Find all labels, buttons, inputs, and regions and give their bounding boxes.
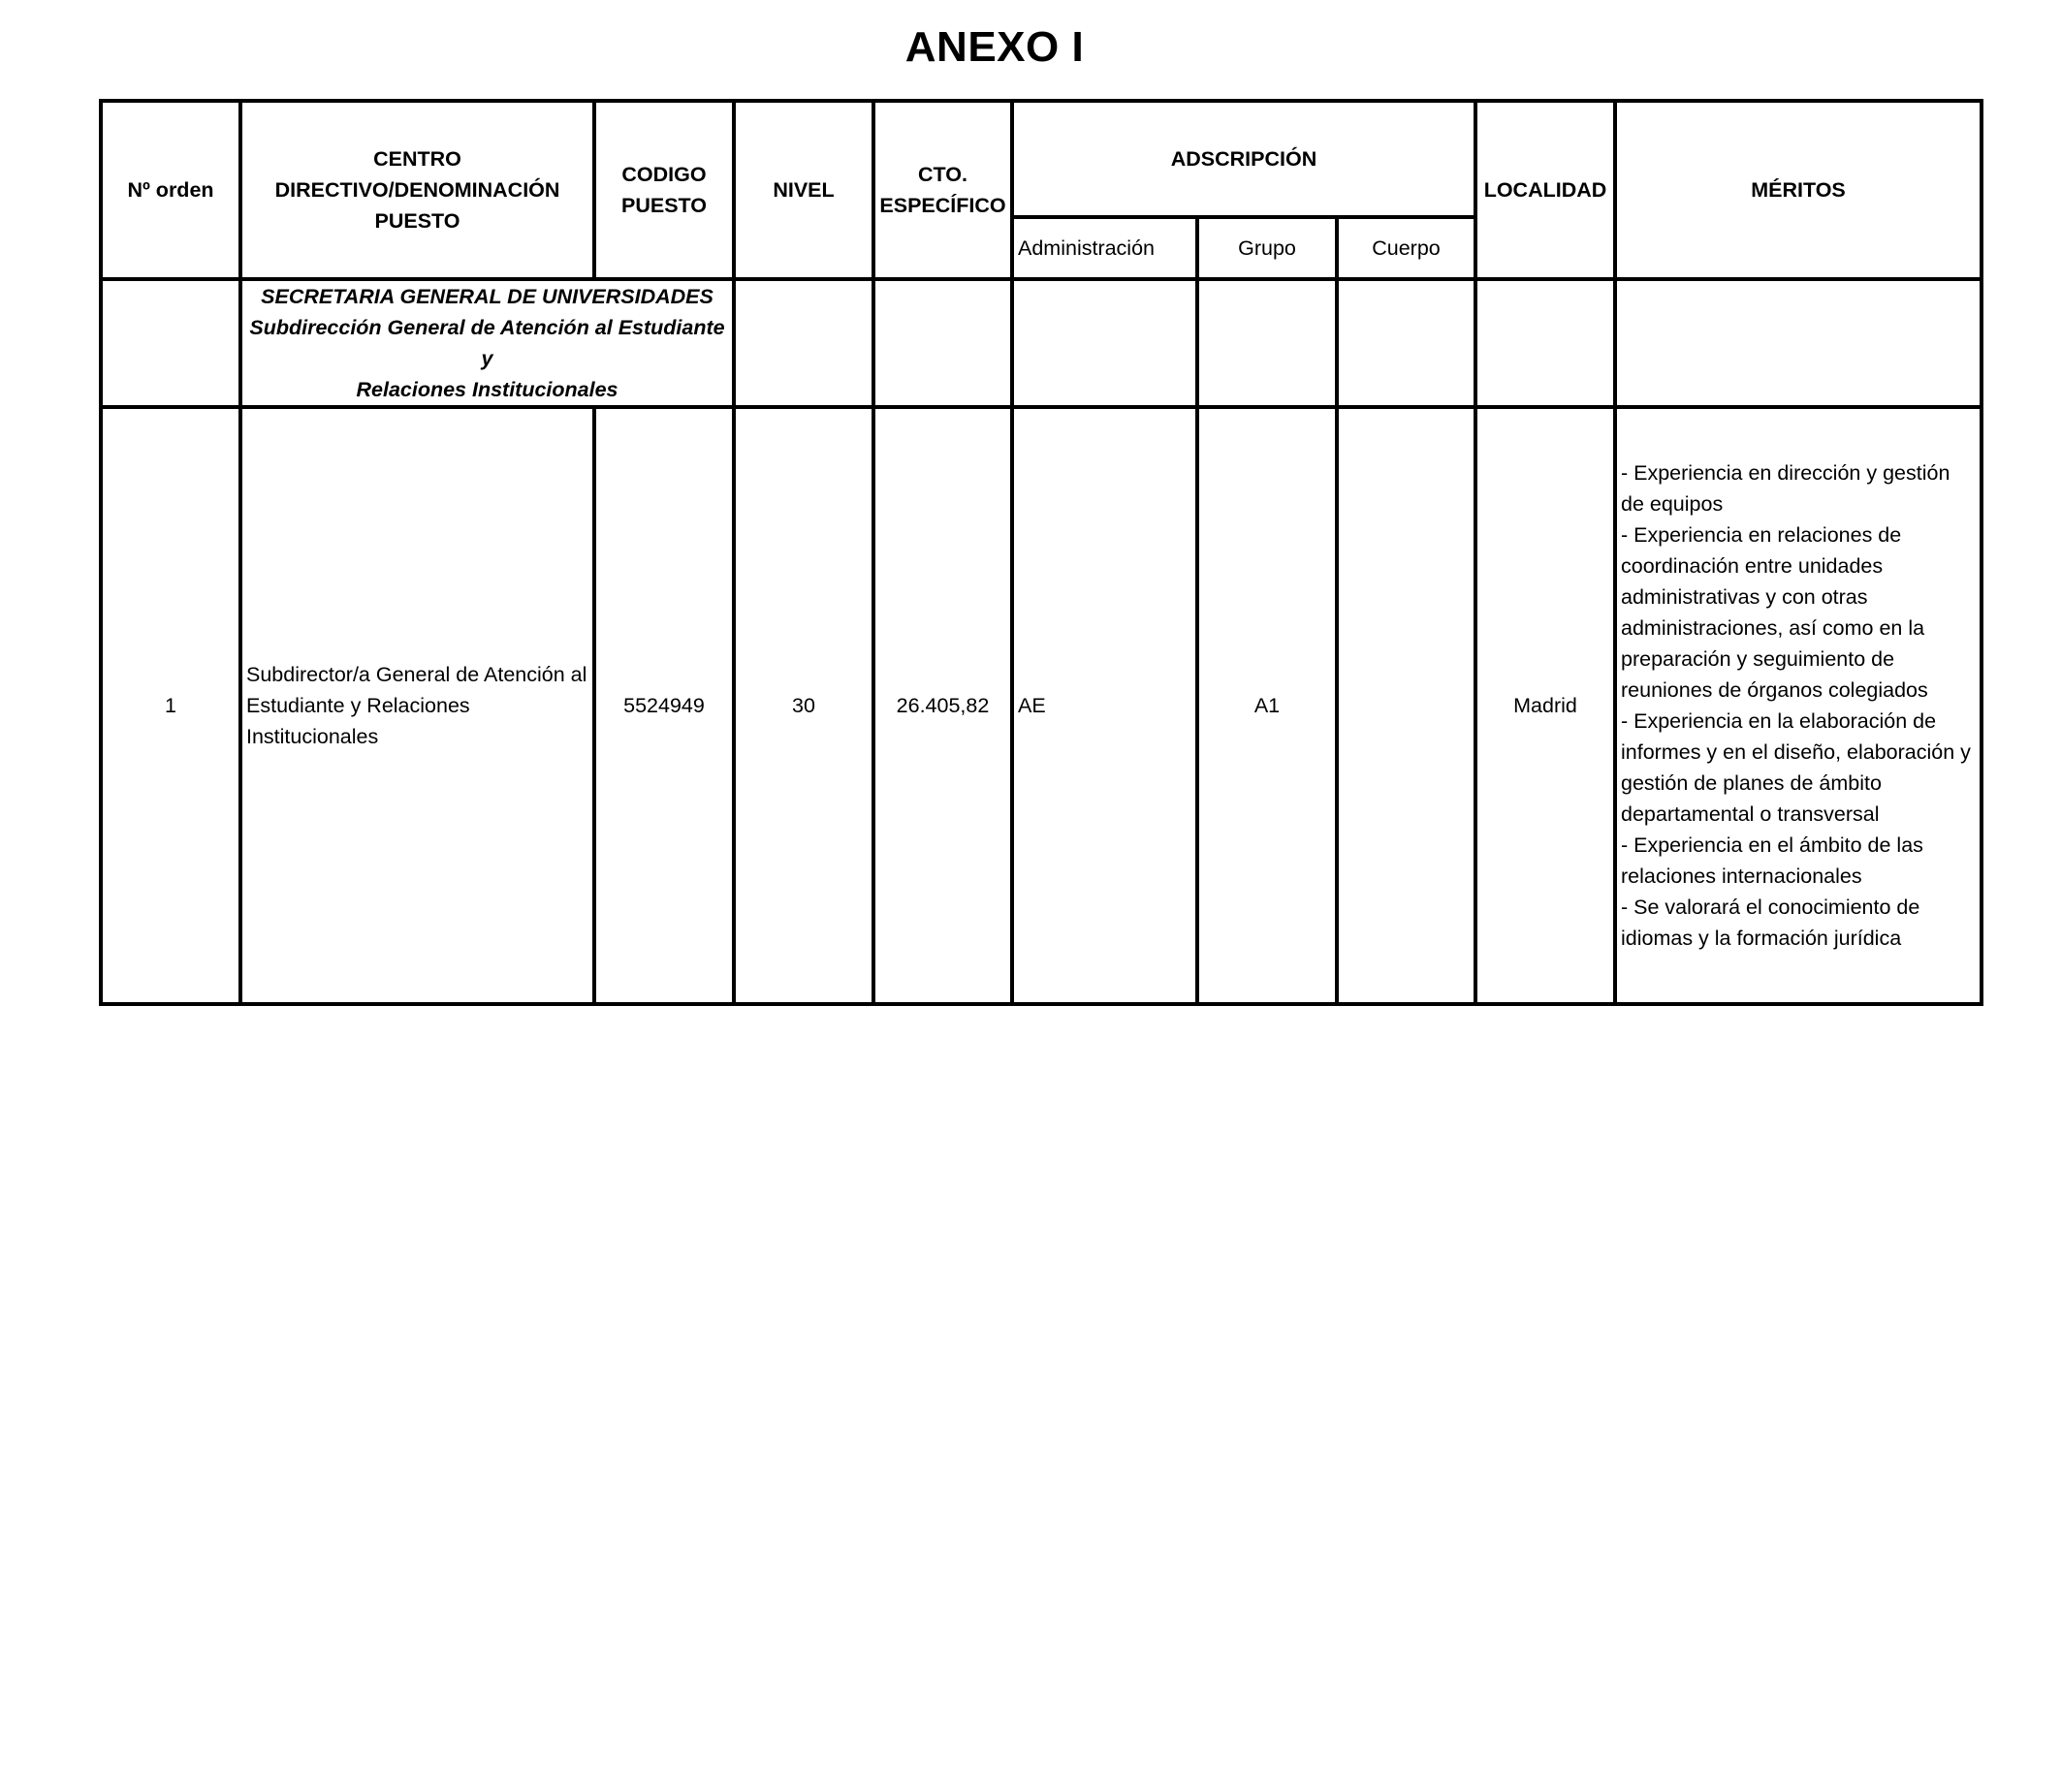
header-orden: Nº orden [101,101,240,279]
cell-cuerpo [1337,407,1475,1004]
header-cuerpo: Cuerpo [1337,217,1475,279]
header-grupo: Grupo [1197,217,1337,279]
section-empty-cell [734,279,873,407]
section-line-2: Subdirección General de Atención al Estudiante y [249,316,725,370]
cell-codigo: 5524949 [594,407,734,1004]
section-empty-cell [1475,279,1615,407]
header-row [101,101,1982,217]
annex-table [99,99,1983,1006]
cell-administracion: AE [1012,407,1197,1004]
section-empty-cell [873,279,1012,407]
header-centro: CENTRO DIRECTIVO/DENOMINACIÓN PUESTO [240,101,594,279]
cell-puesto: Subdirector/a General de Atención al Estudiante y Relaciones Institucionales [240,407,594,1004]
section-row [101,279,1982,407]
document-title: ANEXO I [904,23,1085,71]
section-heading [240,279,734,407]
cell-cto: 26.405,82 [873,407,1012,1004]
cell-localidad: Madrid [1475,407,1615,1004]
section-empty-cell [1337,279,1475,407]
merit-item: - Experiencia en la elaboración de informes y en el diseño, elaboración y gestión de planes de ámbito departamental o transversal [1621,709,1971,826]
section-empty-cell [1197,279,1337,407]
cell-nivel: 30 [734,407,873,1004]
table-row [101,407,1982,1004]
header-cto: CTO. ESPECÍFICO [873,101,1012,279]
header-localidad: LOCALIDAD [1475,101,1615,279]
header-administracion: Administración [1012,217,1197,279]
header-nivel: NIVEL [734,101,873,279]
merit-item: - Experiencia en el ámbito de las relaciones internacionales [1621,833,1923,888]
cell-orden: 1 [101,407,240,1004]
merit-item: - Experiencia en dirección y gestión de equipos [1621,461,1950,516]
header-codigo: CODIGO PUESTO [594,101,734,279]
section-empty-cell [1615,279,1982,407]
section-line-1: SECRETARIA GENERAL DE UNIVERSIDADES [261,285,713,308]
header-adscripcion: ADSCRIPCIÓN [1012,101,1475,217]
header-meritos: MÉRITOS [1615,101,1982,279]
cell-grupo: A1 [1197,407,1337,1004]
merit-item: - Se valorará el conocimiento de idiomas y la formación jurídica [1621,896,1920,950]
section-line-3: Relaciones Institucionales [356,378,618,401]
cell-meritos [1615,407,1982,1004]
section-empty-cell [1012,279,1197,407]
section-orden-cell [101,279,240,407]
merit-item: - Experiencia en relaciones de coordinación entre unidades administrativas y con otras administraciones, así como en la preparación y seguimiento de reuniones de órganos colegiados [1621,523,1928,702]
